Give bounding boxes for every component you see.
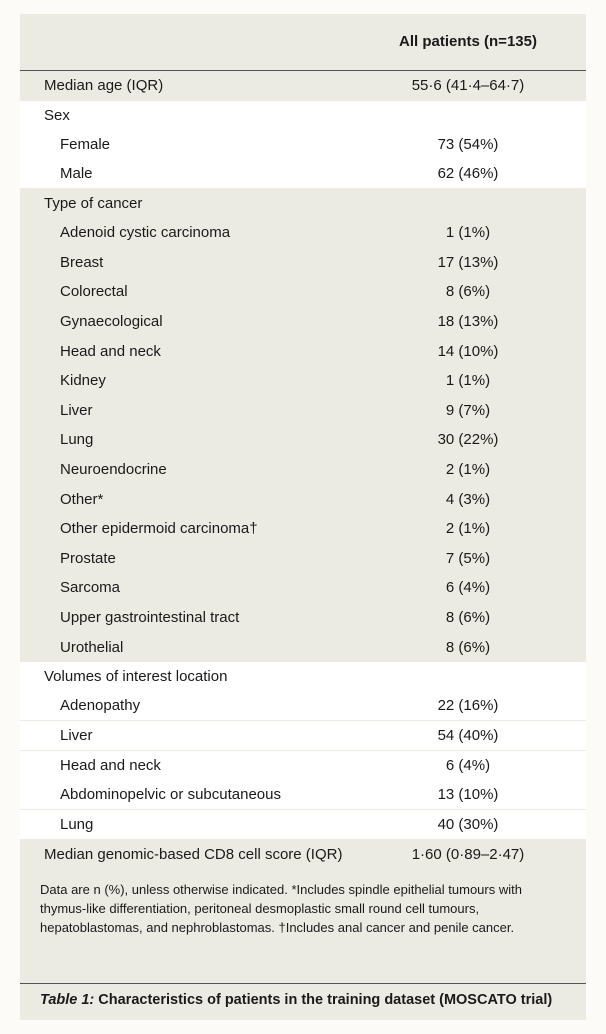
- row-value: 55·6 (41·4–64·7): [411, 77, 525, 94]
- table-row: [20, 691, 586, 720]
- section-label: Type of cancer: [44, 195, 143, 212]
- row-value: 1 (1%): [445, 224, 491, 241]
- table-row: [20, 633, 586, 662]
- row-label: Abdominopelvic or subcutaneous: [60, 786, 281, 803]
- table-row: [20, 101, 586, 130]
- row-label: Urothelial: [60, 639, 124, 656]
- row-value: 18 (13%): [437, 313, 499, 330]
- table-row: [20, 810, 586, 839]
- row-label: Male: [60, 165, 93, 182]
- row-label: Breast: [60, 254, 104, 271]
- table-row: [20, 218, 586, 247]
- row-value: 22 (16%): [437, 697, 499, 714]
- row-value: 9 (7%): [445, 402, 491, 419]
- table-row: [20, 396, 586, 425]
- row-label: Upper gastrointestinal tract: [60, 609, 240, 626]
- row-value: 40 (30%): [437, 816, 499, 833]
- table-row: [20, 780, 586, 809]
- table-row: [20, 337, 586, 366]
- row-label: Kidney: [60, 372, 106, 389]
- table-row: [20, 71, 586, 100]
- table-row: [20, 248, 586, 277]
- table-row: [20, 455, 586, 484]
- table-row: [20, 603, 586, 632]
- row-value: 7 (5%): [445, 550, 491, 567]
- row-value: 2 (1%): [445, 520, 491, 537]
- row-label: Head and neck: [60, 343, 161, 360]
- row-label: Prostate: [60, 550, 116, 567]
- table-footnote: Data are n (%), unless otherwise indicated. *Includes spindle epithelial tumours with thymus-like differentiation, peritoneal desmoplastic small round cell tumours, hepatoblastomas, and nephroblastomas. †Includes anal cancer and penile cancer.: [40, 882, 522, 935]
- row-value: 1·60 (0·89–2·47): [411, 846, 525, 863]
- row-value: 8 (6%): [445, 283, 491, 300]
- table-row: [20, 662, 586, 691]
- row-value: 6 (4%): [445, 579, 491, 596]
- row-label: Colorectal: [60, 283, 128, 300]
- row-value: 54 (40%): [437, 727, 499, 744]
- table-row: [20, 840, 586, 869]
- table-caption: [40, 992, 580, 1008]
- row-label: Lung: [60, 431, 94, 448]
- row-value: 8 (6%): [445, 609, 491, 626]
- row-value: 13 (10%): [437, 786, 499, 803]
- table-header: [20, 14, 586, 70]
- row-value: 1 (1%): [445, 372, 491, 389]
- table-panel: [20, 14, 586, 1020]
- section-label: Sex: [44, 107, 70, 124]
- row-label: Liver: [60, 727, 93, 744]
- row-label: Sarcoma: [60, 579, 121, 596]
- caption-text: Characteristics of patients in the training dataset (MOSCATO trial): [94, 992, 553, 1008]
- row-label: Other*: [60, 491, 104, 508]
- table-row: [20, 751, 586, 780]
- table-row: [20, 159, 586, 188]
- row-label: Adenopathy: [60, 697, 141, 714]
- table-row: [20, 485, 586, 514]
- row-value: 6 (4%): [445, 757, 491, 774]
- row-value: 17 (13%): [437, 254, 499, 271]
- row-value: 8 (6%): [445, 639, 491, 656]
- row-value: 62 (46%): [437, 165, 499, 182]
- table-row: [20, 307, 586, 336]
- table-row: [20, 573, 586, 602]
- row-label: Liver: [60, 402, 93, 419]
- table-row: [20, 721, 586, 750]
- table-row: [20, 425, 586, 454]
- table-row: [20, 189, 586, 218]
- row-value: 4 (3%): [445, 491, 491, 508]
- caption-divider: [20, 983, 586, 984]
- table-row: [20, 544, 586, 573]
- row-label: Head and neck: [60, 757, 161, 774]
- section-label: Volumes of interest location: [44, 668, 228, 685]
- row-value: 73 (54%): [437, 136, 499, 153]
- row-label: Other epidermoid carcinoma†: [60, 520, 258, 537]
- table-row: [20, 514, 586, 543]
- row-label: Adenoid cystic carcinoma: [60, 224, 231, 241]
- row-value: 14 (10%): [437, 343, 499, 360]
- column-header-all-patients: All patients (n=135): [399, 33, 537, 50]
- table-row: [20, 277, 586, 306]
- row-label: Lung: [60, 816, 94, 833]
- row-label: Median genomic-based CD8 cell score (IQR): [44, 846, 343, 863]
- row-value: 2 (1%): [445, 461, 491, 478]
- row-label: Gynaecological: [60, 313, 163, 330]
- caption-label: Table 1:: [40, 992, 95, 1008]
- table-row: [20, 130, 586, 159]
- table-row: [20, 366, 586, 395]
- row-label: Female: [60, 136, 111, 153]
- row-value: 30 (22%): [437, 431, 499, 448]
- row-label: Neuroendocrine: [60, 461, 167, 478]
- row-label: Median age (IQR): [44, 77, 164, 94]
